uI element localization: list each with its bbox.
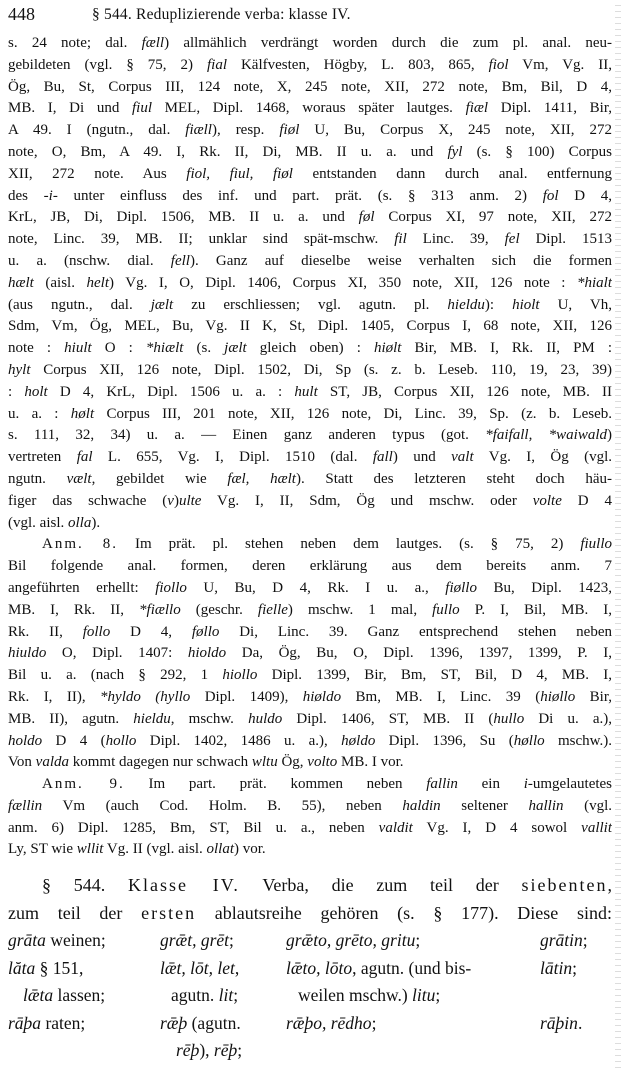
italic-word: vallit (581, 819, 612, 836)
text-line (8, 382, 612, 404)
text-line (8, 229, 612, 251)
text-run: § 151, (35, 957, 84, 978)
text-run: Von (8, 754, 36, 771)
italic-word: høldo (341, 732, 376, 749)
text-run: Im prät. pl. stehen neben dem lautges. (s. § 75, 2) (117, 536, 581, 553)
table-row (8, 1010, 612, 1038)
text-run: Vg. I, II, Sdm, Ög und mschw. oder (201, 492, 533, 509)
text-line (8, 404, 612, 426)
text-run: Bir, MB. I, Rk. II, PM : (401, 340, 612, 357)
text-run: lassen; (53, 985, 106, 1005)
text-run: des (8, 187, 44, 204)
text-run: Vm (auch Cod. Holm. B. 55), neben (42, 797, 403, 814)
italic-word: fol (542, 187, 559, 204)
italic-word: hylt (8, 361, 31, 378)
verb-paradigm-table (8, 927, 612, 1065)
text-run: Sdm, Vm, Ög, MEL, Bu, Vg. II K, St, Dipl. 1405, Corpus I, 68 note, XII, 126 (8, 318, 612, 335)
text-run: Bil u. a. (nach § 292, 1 (8, 667, 223, 684)
italic-word: grāta (8, 930, 46, 950)
text-run: (s. § 100) Corpus (462, 143, 612, 160)
text-run: ) (607, 427, 612, 444)
infinitive-cell (23, 982, 105, 1010)
text-line (8, 469, 612, 491)
italic-word: rēþ (176, 1040, 200, 1060)
italic-word: vælt (66, 470, 92, 487)
page-number: 448 (8, 4, 35, 24)
text-run: Ly, ST wie (8, 841, 77, 858)
italic-word: fællin (8, 797, 43, 814)
preterite-pl-cell (286, 1010, 376, 1038)
italic-word: høllo (513, 732, 545, 749)
participle-cell (540, 955, 612, 983)
text-run: ngutn. (8, 470, 67, 487)
text-run: (geschr. (180, 601, 258, 618)
italic-word: valdit (378, 819, 413, 836)
text-run: . (577, 1012, 583, 1033)
text-run: O, Dipl. 1407: (46, 645, 188, 662)
text-run: Corpus XI, 97 note, XII, 272 (374, 209, 612, 226)
text-run: (aus ngutn., dal. (8, 296, 151, 313)
text-run: Rk. II, (8, 623, 83, 640)
text-run: Da, Ög, Bu, O, Dipl. 1396, 1397, 1399, P. I, (226, 645, 612, 662)
text-run: ), resp. (211, 122, 280, 139)
text-run: note, Linc. 39, MB. II; unklar sind spät-mschw. (8, 231, 395, 248)
text-run: O : (91, 340, 146, 357)
text-run: mschw.). (544, 732, 612, 749)
text-run: L. 655, Vg. I, Dipl. 1510 (dal. (92, 449, 373, 466)
text-run: Bu, Dipl. 1423, (476, 579, 612, 596)
text-run: MB. I, Rk. II, (8, 601, 140, 618)
text-run: ; (237, 1040, 243, 1060)
italic-word: hiolt (512, 296, 540, 313)
text-run: Bil folgende anal. formen, deren erklärung aus dem bereits anm. 7 (8, 558, 612, 575)
text-run: agutn. (171, 985, 219, 1005)
italic-word: valt (451, 449, 474, 466)
italic-word: hiult (64, 340, 92, 357)
italic-word: hiølt (373, 340, 402, 357)
italic-word: lit (218, 985, 234, 1005)
italic-word: ulte (178, 492, 202, 509)
italic-word: fiollo (155, 579, 187, 596)
italic-word: huldo (248, 710, 283, 727)
text-run: ) und (392, 449, 452, 466)
text-run: (agutn. (187, 1012, 241, 1033)
text-run: kommt dagegen nur schwach (68, 754, 252, 771)
italic-word: føl (358, 209, 375, 226)
italic-word: hieldu (447, 296, 485, 313)
text-run: , mschw. (170, 710, 249, 727)
italic-word: grātin (540, 930, 583, 950)
preterite-sg-cell (160, 927, 234, 955)
italic-word: follo (82, 623, 111, 640)
italic-word: holt (24, 383, 48, 400)
text-run: (vgl. (563, 797, 612, 814)
text-run: gebildeten (vgl. § 75, 2) (8, 56, 207, 73)
italic-word: hioldo (187, 645, 227, 662)
text-line (8, 164, 612, 186)
italic-word: lăta (8, 957, 36, 978)
text-line (8, 316, 612, 338)
text-run: Im part. prät. kommen neben (124, 776, 427, 793)
infinitive-cell (8, 1010, 85, 1038)
text-run: D 4 ( (42, 732, 106, 749)
italic-word: volte (532, 492, 562, 509)
section-heading (8, 871, 612, 927)
italic-word: volto (307, 754, 338, 771)
italic-word: fell (170, 252, 190, 269)
text-line (8, 622, 612, 644)
italic-word: v (167, 492, 174, 509)
text-run: A 49. I (ngutn., dal. (8, 122, 186, 139)
text-line (8, 839, 612, 861)
preterite-sg-cell (171, 982, 238, 1010)
text-run: ). Ganz auf dieselbe weise verhalten sich die formen (189, 252, 612, 269)
text-line (8, 55, 612, 77)
table-row (8, 1037, 612, 1065)
text-run: ): (484, 296, 513, 313)
text-line (8, 142, 612, 164)
preterite-sg-cell (160, 1010, 241, 1038)
italic-word: fiol, fiul, fiøl (186, 165, 293, 182)
text-run: ; (572, 957, 577, 978)
text-line (8, 98, 612, 120)
italic-word: lǣt, lōt, let (160, 957, 235, 978)
italic-word: hiøllo (540, 688, 576, 705)
preterite-pl-cell (286, 927, 420, 955)
text-run: ), (199, 1040, 214, 1060)
italic-word: haldin (402, 797, 441, 814)
preterite-sg-cell (176, 1037, 242, 1065)
italic-word: helt (86, 274, 110, 291)
text-line (8, 491, 612, 513)
text-run: MB. I, Di und (8, 100, 132, 117)
italic-word: fil (394, 231, 407, 248)
italic-word: hallin (528, 797, 564, 814)
text-line (8, 338, 612, 360)
italic-word: rāþa (8, 1012, 42, 1033)
table-row (8, 927, 612, 955)
italic-word: lǣta (23, 985, 54, 1005)
text-run: s. 111, 32, 34) u. a. — Einen ganz anderen typus (got. (8, 427, 486, 444)
text-line (8, 774, 612, 796)
text-run: Dipl. 1513 (519, 231, 612, 248)
italic-word: fiullo (580, 536, 612, 553)
text-run: Dipl. 1406, ST, MB. II ( (282, 710, 494, 727)
text-run: Bir, (575, 688, 612, 705)
text-line (8, 643, 612, 665)
text-line (8, 709, 612, 731)
infinitive-cell (8, 955, 83, 983)
italic-word: fullo (432, 601, 460, 618)
text-line (8, 534, 612, 556)
text-run: Corpus III, 201 note, XII, 126 note, Di, Linc. 39, Sp. (z. b. Leseb. (94, 405, 612, 422)
italic-word: grǣto, grēto, gritu (286, 930, 416, 950)
text-run: MEL, Dipl. 1468, woraus später lautges. (152, 100, 466, 117)
text-line (8, 796, 612, 818)
italic-word: hælt (8, 274, 34, 291)
text-run: Vg. I, Ög (vgl. (473, 449, 612, 466)
text-run: ; (233, 985, 239, 1005)
text-run: ) Vg. I, O, Dipl. 1406, Corpus XI, 350 note, XII, 126 note : (109, 274, 577, 291)
text-run: Kälfvesten, Högby, L. 803, 865, (227, 56, 489, 73)
italic-word: hieldu (133, 710, 171, 727)
italic-word: rāþin (540, 1012, 578, 1033)
text-run: Vg. I, D 4 sowol (412, 819, 582, 836)
text-run: ; (582, 930, 588, 950)
text-run: P. I, Bil, MB. I, (459, 601, 612, 618)
text-line (8, 578, 612, 600)
italic-word: wllit (76, 841, 104, 858)
italic-word: fiøl (279, 122, 300, 139)
italic-word: fiæl (465, 100, 489, 117)
text-line (8, 687, 612, 709)
italic-word: *fiællo (139, 601, 181, 618)
text-run: ST, JB, Corpus XII, 126 note, MB. II (317, 383, 612, 400)
text-run: , agutn. (und bis- (352, 957, 472, 978)
italic-word: olla (68, 514, 92, 531)
text-run: entstanden dann durch anal. entfernung (292, 165, 612, 182)
text-line (8, 120, 612, 142)
text-line (8, 731, 612, 753)
text-run: ; (435, 985, 441, 1005)
infinitive-cell (8, 927, 106, 955)
text-line (8, 513, 612, 535)
text-run: u. a. : (8, 405, 71, 422)
text-run: § 544. (42, 875, 128, 895)
text-run: Ög, (277, 754, 308, 771)
text-run: : (8, 383, 25, 400)
text-run: Rk. I, II), (8, 688, 101, 705)
text-run: Verba, die zum teil der (239, 875, 522, 895)
text-run: ablautsreihe gehören (s. § 177). Diese sind: (196, 903, 612, 923)
text-line (8, 556, 612, 578)
text-run: Linc. 39, (406, 231, 505, 248)
text-run: Vm, Vg. II, (508, 56, 612, 73)
italic-word: fæll (141, 35, 165, 51)
text-run: ; (229, 930, 234, 950)
spaced-label: Anm. 8. (42, 536, 118, 553)
running-title: § 544. Reduplizierende verba: klasse IV. (92, 6, 351, 23)
preterite-pl-cell (298, 982, 440, 1010)
text-run: D 4 (561, 492, 612, 509)
text-run: Ög, Bu, St, Corpus III, 124 note, X, 245 note, XII, 272 note, Bm, Bil, D 4, (8, 78, 612, 95)
text-run: raten; (41, 1012, 86, 1033)
text-run: KrL, JB, Di, Dipl. 1506, MB. II u. a. und (8, 209, 359, 226)
text-run: angeführten erhellt: (8, 579, 156, 596)
text-run: , (607, 875, 612, 895)
italic-word: valda (35, 754, 69, 771)
text-run: XII, 272 note. Aus (8, 165, 187, 182)
text-run: Dipl. 1411, Bir, (488, 100, 612, 117)
text-run: ). Statt des letzteren steht doch häu- (295, 470, 612, 487)
heading-line (8, 871, 612, 899)
text-line (8, 207, 612, 229)
text-run: ; (371, 1012, 377, 1033)
spaced-label: siebenten (521, 875, 608, 895)
text-run: weinen; (45, 930, 106, 950)
italic-word: fyl (447, 143, 463, 160)
text-run: ; (415, 930, 421, 950)
text-run: zum teil der (8, 903, 142, 923)
italic-word: -i- (43, 187, 58, 204)
text-run: ). (91, 514, 101, 531)
participle-cell (540, 1010, 612, 1038)
text-run: Dipl. 1402, 1486 u. a.), (136, 732, 342, 749)
text-run: D 4, (110, 623, 192, 640)
text-run: Dipl. 1396, Su ( (375, 732, 514, 749)
text-run: Dipl. 1399, Bir, Bm, ST, Bil, D 4, MB. I, (257, 667, 612, 684)
spaced-label: ersten (141, 903, 197, 923)
text-line (8, 251, 612, 273)
text-run: -umgelautetes (527, 776, 612, 793)
text-run: Corpus XII, 126 note, Dipl. 1502, Di, Sp (s. z. b. Leseb. 110, 19, 23, 39) (30, 361, 612, 378)
italic-word: hølt (70, 405, 95, 422)
heading-line (8, 899, 612, 927)
text-run: anm. 6) Dipl. 1285, Bm, ST, Bil u. a., neben (8, 819, 379, 836)
italic-word: fall (372, 449, 393, 466)
italic-word: hult (294, 383, 318, 400)
italic-word: grǣt, grēt (160, 930, 230, 950)
italic-word: fielle (257, 601, 288, 618)
text-run: Di, Linc. 39. Ganz entsprechend stehen neben (219, 623, 612, 640)
text-run: U, Bu, Corpus X, 245 note, XII, 272 (299, 122, 612, 139)
text-run: note : (8, 340, 65, 357)
italic-word: lātin (540, 957, 573, 978)
text-run: ) vor. (234, 841, 266, 858)
italic-word: i (523, 776, 528, 793)
preterite-sg-cell (160, 955, 239, 983)
text-run: s. 24 note; dal. (8, 35, 142, 51)
italic-word: fal (76, 449, 93, 466)
text-run: ) (173, 492, 179, 509)
italic-word: fiol (488, 56, 509, 73)
italic-word: hollo (105, 732, 137, 749)
italic-word: hullo (493, 710, 525, 727)
text-run: (vgl. aisl. (8, 514, 68, 531)
text-run: U, Bu, D 4, Rk. I u. a., (186, 579, 446, 596)
text-line (8, 77, 612, 99)
text-run: note, O, Bm, A 49. I, Rk. II, Di, MB. II u. a. und (8, 143, 448, 160)
italic-word: fel (504, 231, 520, 248)
text-line (8, 818, 612, 840)
text-run: , (234, 957, 240, 978)
text-line (8, 665, 612, 687)
text-run: MB. II), agutn. (8, 710, 134, 727)
text-line (8, 752, 612, 774)
text-run: u. a. (nschw. dial. (8, 252, 171, 269)
participle-cell (540, 927, 612, 955)
scan-edge-artifact (615, 0, 621, 1070)
preterite-pl-cell (286, 955, 471, 983)
italic-word: *hialt (577, 274, 612, 291)
text-run: MB. I vor. (337, 754, 404, 771)
text-line (8, 33, 612, 55)
text-run: seltener (440, 797, 529, 814)
italic-word: jælt (224, 340, 247, 357)
italic-word: fiul (131, 100, 152, 117)
italic-word: holdo (8, 732, 43, 749)
italic-word: rǣþo, rēdho (286, 1012, 372, 1033)
italic-word: fallin (426, 776, 458, 793)
text-run: figer das schwache ( (8, 492, 168, 509)
text-run: Di u. a.), (524, 710, 612, 727)
text-run: U, Vh, (539, 296, 612, 313)
italic-word: hiuldo (8, 645, 47, 662)
text-line (8, 273, 612, 295)
text-run: Vg. II (vgl. aisl. (103, 841, 207, 858)
text-run: ) mschw. 1 mal, (287, 601, 433, 618)
text-run: (s. (183, 340, 225, 357)
italic-word: rēþ (213, 1040, 238, 1060)
italic-word: litu (412, 985, 436, 1005)
italic-word: lǣto, lōto (286, 957, 353, 978)
italic-word: føllo (191, 623, 220, 640)
table-row (8, 955, 612, 983)
italic-word: jælt (150, 296, 174, 313)
text-line (8, 447, 612, 469)
italic-word: *hiælt (145, 340, 184, 357)
spaced-label: Klasse IV. (128, 875, 240, 895)
text-run: weilen mschw.) (298, 985, 413, 1005)
spaced-label: Anm. 9. (42, 776, 125, 793)
text-line (8, 186, 612, 208)
italic-word: *hyldo (hyllo (100, 688, 191, 705)
text-run: ein (457, 776, 524, 793)
italic-word: hiøldo (302, 688, 342, 705)
text-run: D 4, KrL, Dipl. 1506 u. a. : (47, 383, 295, 400)
italic-word: *faifall, *waiwald (485, 427, 607, 444)
text-run: zu erschliessen; vgl. agutn. pl. (173, 296, 448, 313)
italic-word: fiøllo (445, 579, 477, 596)
table-row (8, 982, 612, 1010)
text-run: ) allmählich verdrängt worden durch die zum pl. anal. neu- (164, 35, 612, 51)
text-run: gleich oben) : (246, 340, 374, 357)
text-run: Dipl. 1409), (190, 688, 303, 705)
text-line (8, 295, 612, 317)
text-run: Bm, MB. I, Linc. 39 ( (341, 688, 541, 705)
italic-word: fiæll (185, 122, 212, 139)
text-line (8, 360, 612, 382)
italic-word: ollat (206, 841, 235, 858)
italic-word: wltu (251, 754, 278, 771)
italic-word: fæl, hælt (227, 470, 296, 487)
italic-word: hiollo (222, 667, 258, 684)
text-run: , gebildet wie (91, 470, 228, 487)
italic-word: fial (206, 56, 227, 73)
text-run: D 4, (558, 187, 612, 204)
text-run: vertreten (8, 449, 77, 466)
body-text (8, 33, 612, 861)
text-run: (aisl. (33, 274, 87, 291)
italic-word: rǣþ (160, 1012, 188, 1033)
text-line (8, 600, 612, 622)
text-line (8, 425, 612, 447)
text-run: unter einfluss des inf. und part. prät. (s. § 313 anm. 2) (57, 187, 543, 204)
